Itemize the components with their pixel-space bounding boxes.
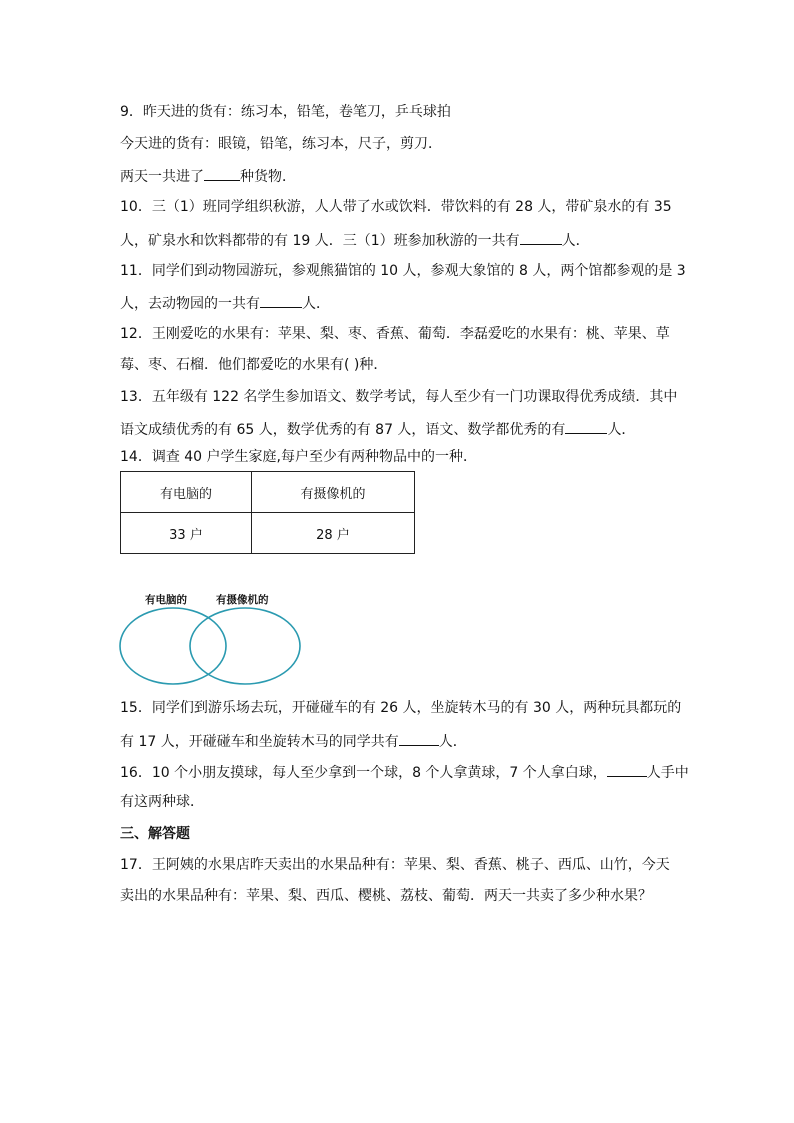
q11-text-post: 人． (302, 296, 330, 312)
q10-line1: 10．三（1）班同学组织秋游，人人带了水或饮料．带饮料的有 28 人，带矿泉水的有 35 (120, 199, 672, 215)
table-row (121, 513, 415, 554)
table-cell-camcorder-count: 28 户 (252, 513, 415, 554)
table-header-camcorder: 有摄像机的 (252, 472, 415, 513)
section-title: 三、解答题 (120, 826, 190, 842)
q16-line1 (120, 761, 689, 783)
q17-line1: 17．王阿姨的水果店昨天卖出的水果品种有：苹果、梨、香蕉、桃子、西瓜、山竹，今天 (120, 857, 670, 873)
q9-answer-blank[interactable] (204, 165, 240, 181)
q10-line2 (120, 229, 590, 251)
q9-text-pre: 两天一共进了 (120, 169, 204, 185)
q13-text-pre: 语文成绩优秀的有 65 人，数学优秀的有 87 人，语文、数学都优秀的有 (120, 422, 566, 438)
q13-answer-blank[interactable] (565, 418, 607, 434)
table-header-computer: 有电脑的 (121, 472, 252, 513)
q9-line1: 9．昨天进的货有：练习本，铅笔，卷笔刀，乒乓球拍 (120, 104, 451, 120)
q13-line1: 13．五年级有 122 名学生参加语文、数学考试，每人至少有一门功课取得优秀成绩．其中 (120, 389, 678, 405)
venn-circle-camcorder (190, 608, 300, 684)
q15-line2 (120, 730, 467, 752)
q11-line2 (120, 292, 330, 314)
q16-text-post: 人手中 (646, 765, 689, 781)
q14-line1: 14．调查 40 户学生家庭,每户至少有两种物品中的一种． (120, 449, 477, 465)
q11-line1: 11．同学们到动物园游玩，参观熊猫馆的 10 人，参观大象馆的 8 人，两个馆都参观的是 3 (120, 263, 686, 279)
q13-line2 (120, 418, 635, 440)
q10-text-post: 人． (561, 233, 590, 249)
q9-text-post: 种货物． (240, 169, 296, 185)
q9-line2: 今天进的货有：眼镜，铅笔，练习本，尺子，剪刀． (120, 136, 442, 152)
q11-answer-blank[interactable] (260, 292, 302, 308)
q9-line3 (120, 165, 296, 187)
q12-line1: 12．王刚爱吃的水果有：苹果、梨、枣、香蕉、葡萄．李磊爱吃的水果有：桃、苹果、草 (120, 326, 670, 342)
q17-line2: 卖出的水果品种有：苹果、梨、西瓜、樱桃、荔枝、葡萄．两天一共卖了多少种水果？ (120, 888, 652, 904)
venn-label-camcorder: 有摄像机的 (216, 594, 269, 606)
venn-circle-computer (120, 608, 226, 684)
venn-label-computer: 有电脑的 (145, 594, 187, 606)
q16-text-pre: 16．10 个小朋友摸球，每人至少拿到一个球，8 个人拿黄球，7 个人拿白球， (120, 765, 607, 781)
table-cell-computer-count: 33 户 (121, 513, 252, 554)
q15-text-pre: 有 17 人，开碰碰车和坐旋转木马的同学共有 (120, 734, 399, 750)
table-row (121, 472, 415, 513)
q14-venn-diagram (110, 588, 310, 688)
q14-survey-table (120, 471, 415, 554)
q10-text-pre: 人，矿泉水和饮料都带的有 19 人．三（1）班参加秋游的一共有 (120, 233, 520, 249)
q15-answer-blank[interactable] (399, 730, 439, 746)
q13-text-post: 人． (607, 422, 636, 438)
q16-line2: 有这两种球． (120, 794, 204, 810)
q12-line2: 莓、枣、石榴．他们都爱吃的水果有( )种． (120, 357, 388, 373)
q15-line1: 15．同学们到游乐场去玩，开碰碰车的有 26 人，坐旋转木马的有 30 人，两种玩具都玩的 (120, 700, 682, 716)
q16-answer-blank[interactable] (607, 761, 647, 777)
q10-answer-blank[interactable] (520, 229, 562, 245)
q15-text-post: 人． (438, 734, 467, 750)
q11-text-pre: 人，去动物园的一共有 (120, 296, 260, 312)
